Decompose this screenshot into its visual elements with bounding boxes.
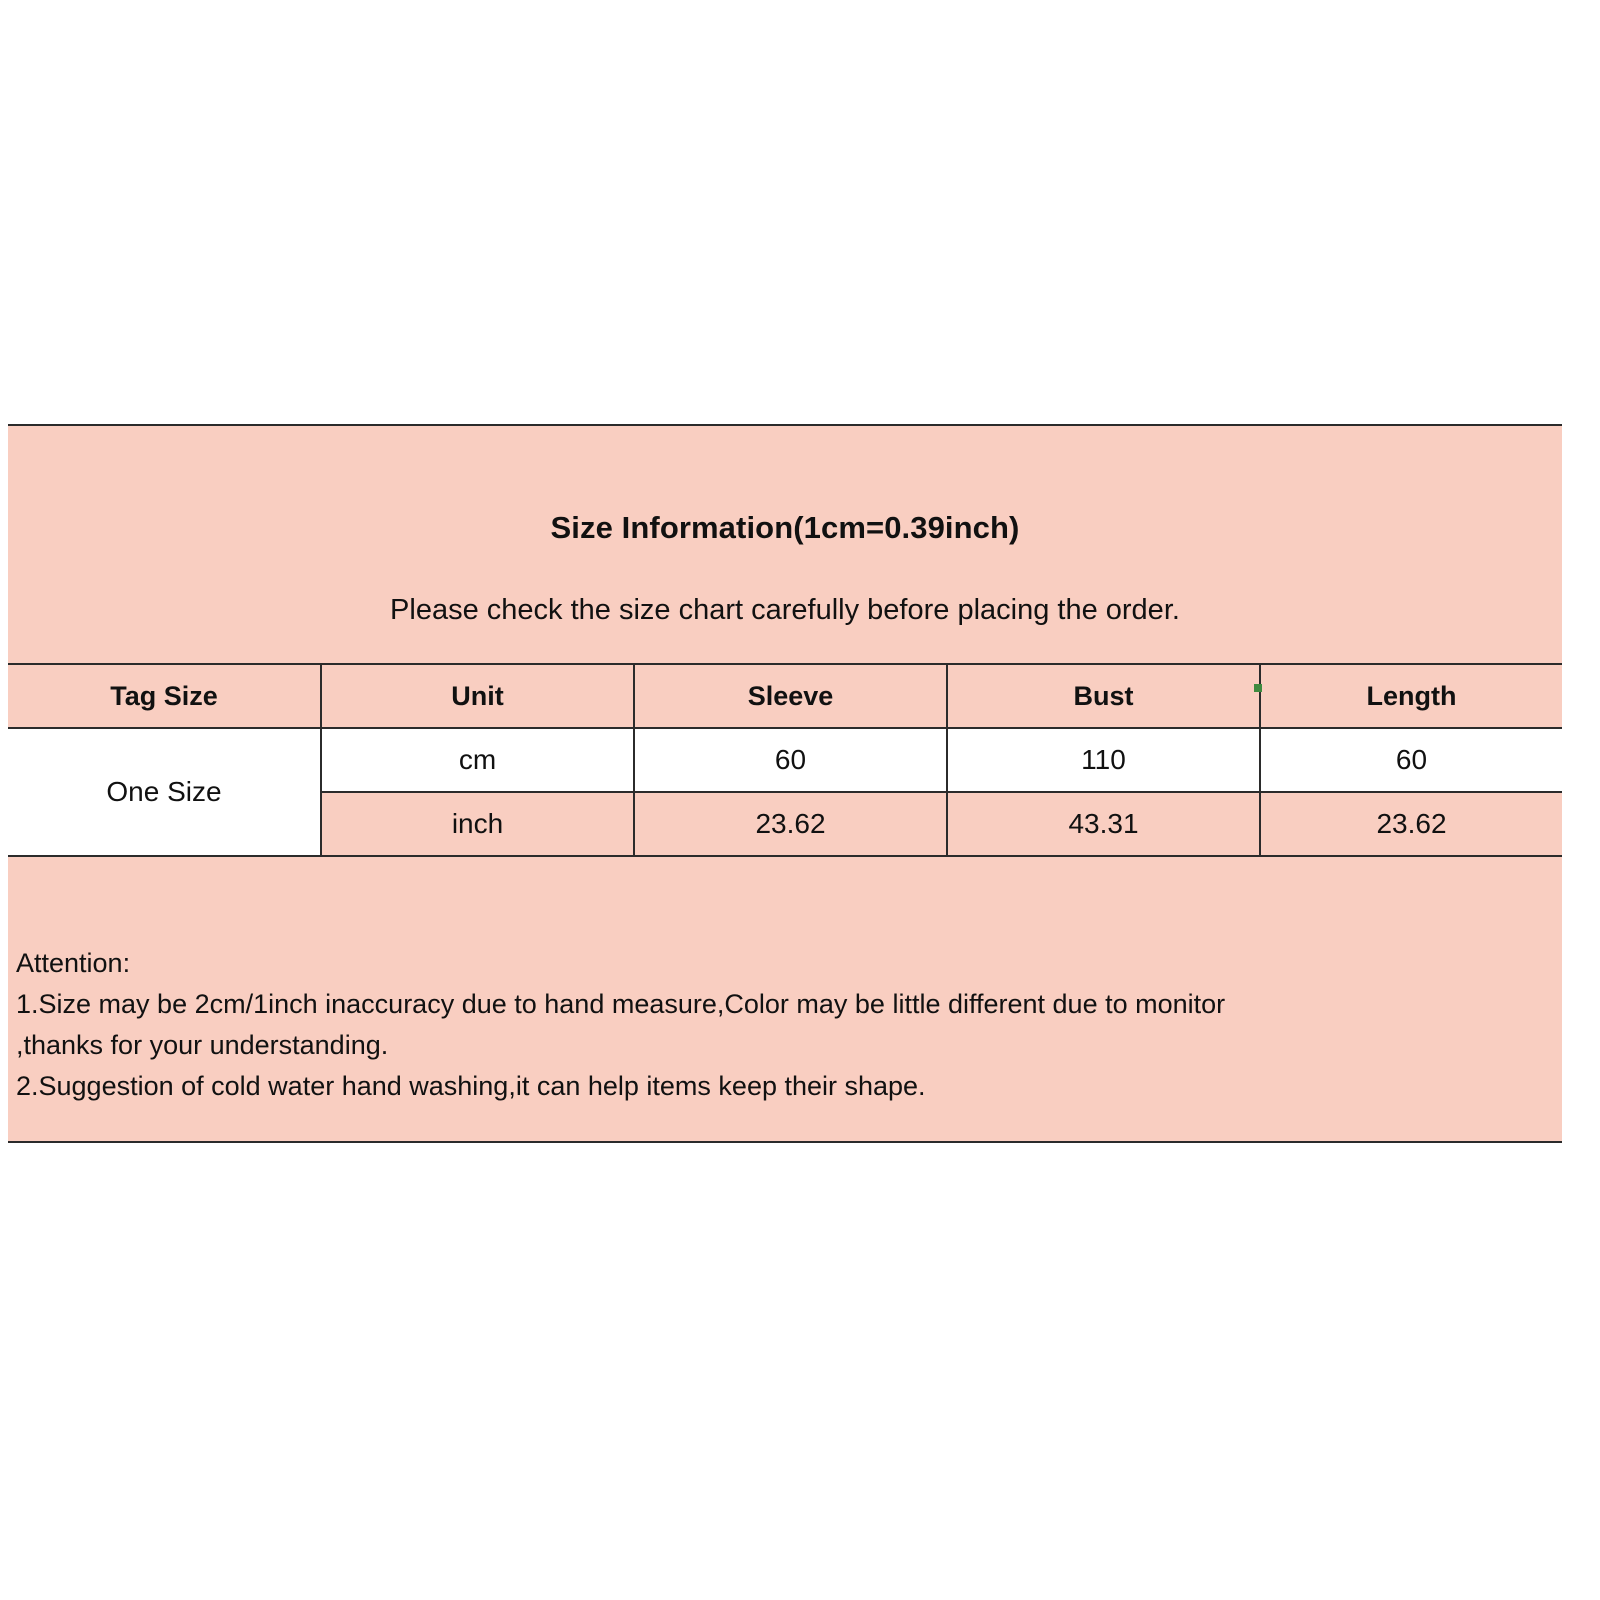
- attention-notes: [8, 857, 1562, 1141]
- table-header-row: [8, 664, 1562, 728]
- unit-value-cm: cm: [321, 728, 634, 792]
- green-artifact-dot: [1254, 684, 1262, 692]
- column-header-length: Length: [1260, 664, 1562, 728]
- attention-line-2: ,thanks for your understanding.: [16, 1030, 389, 1061]
- tag-size-value: One Size: [8, 728, 321, 856]
- length-value-inch: 23.62: [1260, 792, 1562, 856]
- page-subtitle: Please check the size chart carefully before placing the order.: [390, 594, 1180, 626]
- page-title: Size Information(1cm=0.39inch): [550, 510, 1020, 545]
- size-chart-panel: [8, 424, 1562, 1143]
- size-chart-header: [8, 426, 1562, 663]
- sleeve-value-cm: 60: [634, 728, 947, 792]
- column-header-tag-size: Tag Size: [8, 664, 321, 728]
- size-table: [8, 663, 1562, 857]
- column-header-unit: Unit: [321, 664, 634, 728]
- unit-value-inch: inch: [321, 792, 634, 856]
- attention-heading: Attention:: [16, 948, 131, 978]
- column-header-sleeve: Sleeve: [634, 664, 947, 728]
- column-header-bust: Bust: [947, 664, 1260, 728]
- attention-line-1: 1.Size may be 2cm/1inch inaccuracy due to hand measure,Color may be little different due to monitor: [16, 989, 1226, 1020]
- sleeve-value-inch: 23.62: [634, 792, 947, 856]
- attention-line-3: 2.Suggestion of cold water hand washing,it can help items keep their shape.: [16, 1071, 926, 1102]
- bust-value-cm: 110: [947, 728, 1260, 792]
- bust-value-inch: 43.31: [947, 792, 1260, 856]
- table-row: [8, 728, 1562, 792]
- length-value-cm: 60: [1260, 728, 1562, 792]
